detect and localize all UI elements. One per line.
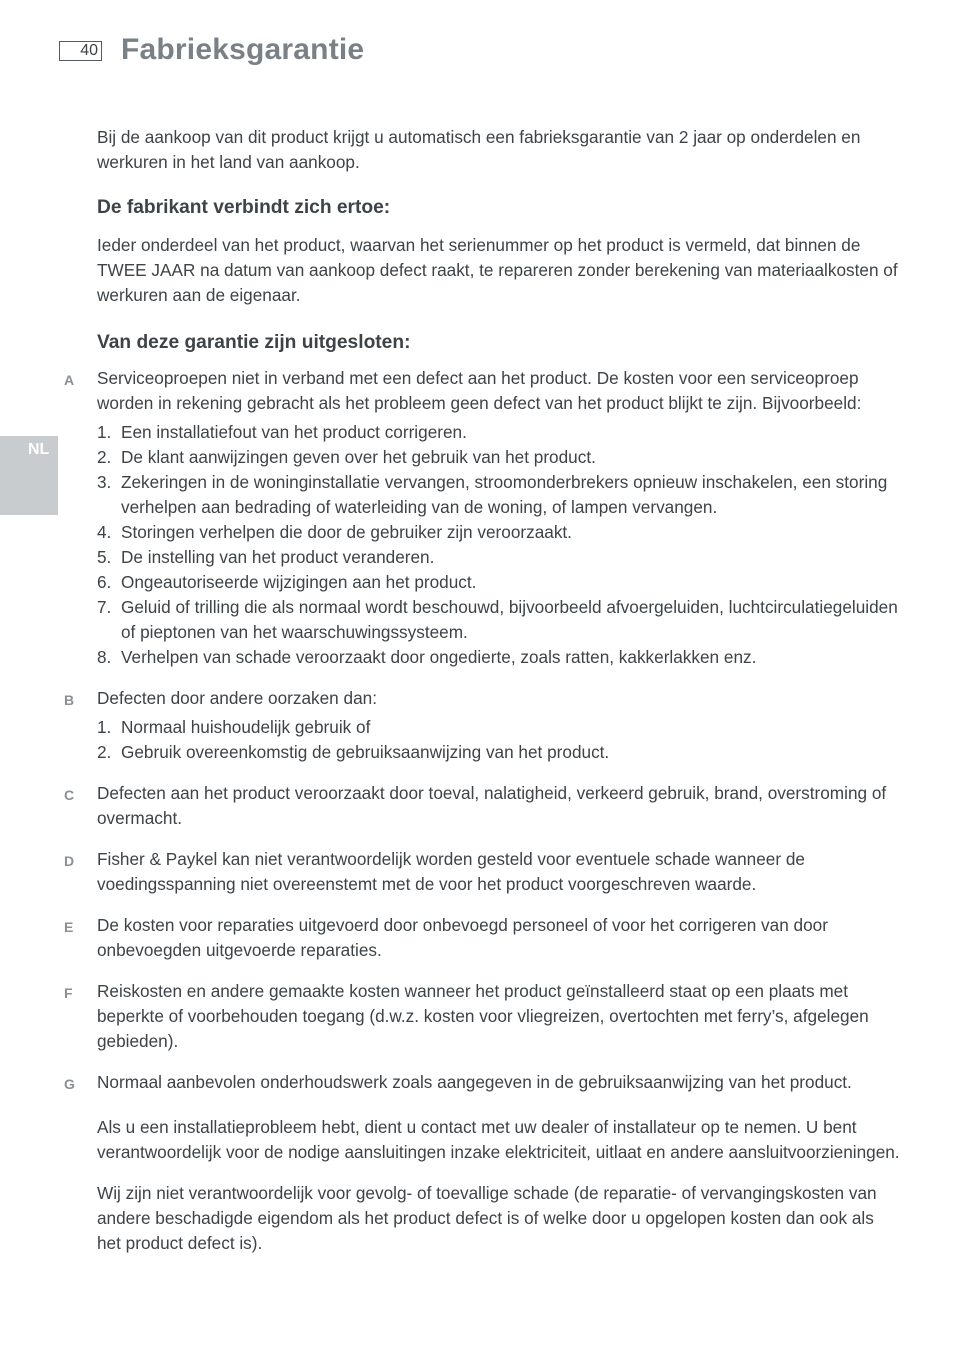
- item-text: De kosten voor reparaties uitgevoerd door onbevoegd personeel of voor het corrigeren van door onbevoegden uitgevoerde reparaties.: [97, 915, 828, 960]
- list-item: [97, 420, 902, 445]
- item-text: Normaal aanbevolen onderhoudswerk zoals aangegeven in de gebruiksaanwijzing van het product.: [97, 1072, 852, 1092]
- list-number: 7.: [97, 597, 112, 617]
- commitment-heading: De fabrikant verbindt zich ertoe:: [97, 197, 391, 218]
- item-text: Fisher & Paykel kan niet verantwoordelijk worden gesteld voor eventuele schade wanneer de voedingsspanning niet overeenstemt met de voor het product voorgeschreven waarde.: [97, 849, 805, 894]
- list-text: De klant aanwijzingen geven over het gebruik van het product.: [121, 447, 596, 467]
- sub-list: [97, 715, 902, 765]
- list-text: Een installatiefout van het product corrigeren.: [121, 422, 467, 442]
- item-letter: D: [64, 853, 75, 869]
- item-letter: C: [64, 787, 75, 803]
- list-number: 5.: [97, 547, 112, 567]
- exclusion-item-g: [64, 1070, 902, 1095]
- list-text: Verhelpen van schade veroorzaakt door ongedierte, zoals ratten, kakkerlakken enz.: [121, 647, 757, 667]
- sub-list: [97, 420, 902, 670]
- item-letter: G: [64, 1076, 75, 1092]
- exclusion-item-c: [64, 781, 902, 831]
- commitment-paragraph: Ieder onderdeel van het product, waarvan het serienummer op het product is vermeld, dat binnen de TWEE JAAR na datum van aankoop defect raakt, te repareren zonder berekening van materiaalkosten of werkuren aan de eigenaar.: [97, 235, 898, 305]
- exclusions-heading: Van deze garantie zijn uitgesloten:: [97, 332, 411, 353]
- list-number: 2.: [97, 447, 112, 467]
- list-text: De instelling van het product veranderen.: [121, 547, 435, 567]
- closing-paragraph-installation: Als u een installatieprobleem hebt, dient u contact met uw dealer of installateur op te nemen. U bent verantwoordelijk voor de nodige aansluitingen inzake elektriciteit, uitlaat en andere aansluitvoorzieningen.: [97, 1117, 900, 1162]
- exclusion-item-e: [64, 913, 902, 963]
- item-text: Defecten door andere oorzaken dan:: [97, 688, 377, 708]
- language-tab-label: NL: [28, 441, 50, 458]
- list-item: [97, 520, 902, 545]
- exclusion-item-a: [64, 366, 902, 670]
- language-tab: [0, 436, 58, 515]
- exclusion-item-f: [64, 979, 902, 1054]
- list-text: Ongeautoriseerde wijzigingen aan het product.: [121, 572, 477, 592]
- list-number: 8.: [97, 647, 112, 667]
- list-text: Storingen verhelpen die door de gebruiker zijn veroorzaakt.: [121, 522, 572, 542]
- list-number: 4.: [97, 522, 112, 542]
- list-item: [97, 740, 902, 765]
- item-text: Defecten aan het product veroorzaakt door toeval, nalatigheid, verkeerd gebruik, brand, overstroming of overmacht.: [97, 783, 887, 828]
- list-number: 1.: [97, 717, 112, 737]
- list-text: Zekeringen in de woninginstallatie vervangen, stroomonderbrekers opnieuw inschakelen, een storing verhelpen aan bedrading of waterleiding van de woning, of lampen vervangen.: [121, 472, 888, 517]
- list-text: Normaal huishoudelijk gebruik of: [121, 717, 371, 737]
- list-number: 1.: [97, 422, 112, 442]
- item-letter: F: [64, 985, 73, 1001]
- exclusion-item-b: [64, 686, 902, 765]
- list-item: [97, 545, 902, 570]
- list-text: Geluid of trilling die als normaal wordt beschouwd, bijvoorbeeld afvoergeluiden, luchtcirculatiegeluiden of pieptonen van het waarschuwingssysteem.: [121, 597, 898, 642]
- item-text: Reiskosten en andere gemaakte kosten wanneer het product geïnstalleerd staat op een plaats met beperkte of voorbehouden toegang (d.w.z. kosten voor vliegreizen, overtochten met ferry’s, afgelegen gebieden).: [97, 981, 869, 1051]
- page-number: 40: [59, 41, 102, 61]
- page-title: Fabrieksgarantie: [121, 33, 365, 66]
- item-text: Serviceoproepen niet in verband met een defect aan het product. De kosten voor een serviceoproep worden in rekening gebracht als het probleem geen defect van het product blijkt te zijn. Bijvoorbeeld:: [97, 368, 862, 413]
- list-item: [97, 570, 902, 595]
- exclusion-item-d: [64, 847, 902, 897]
- item-letter: B: [64, 692, 75, 708]
- closing-paragraph-liability: Wij zijn niet verantwoordelijk voor gevolg- of toevallige schade (de reparatie- of vervangingskosten van andere beschadigde eigendom als het product defect is of welke door u opgelopen kosten dan ook als het product defect is).: [97, 1183, 877, 1253]
- list-item: [97, 595, 902, 645]
- item-letter: A: [64, 372, 75, 388]
- list-item: [97, 445, 902, 470]
- list-text: Gebruik overeenkomstig de gebruiksaanwijzing van het product.: [121, 742, 610, 762]
- list-item: [97, 715, 902, 740]
- list-item: [97, 470, 902, 520]
- item-letter: E: [64, 919, 74, 935]
- intro-paragraph: Bij de aankoop van dit product krijgt u automatisch een fabrieksgarantie van 2 jaar op onderdelen en werkuren in het land van aankoop.: [97, 127, 861, 172]
- list-item: [97, 645, 902, 670]
- list-number: 6.: [97, 572, 112, 592]
- document-body: [64, 125, 902, 1256]
- list-number: 3.: [97, 472, 112, 492]
- list-number: 2.: [97, 742, 112, 762]
